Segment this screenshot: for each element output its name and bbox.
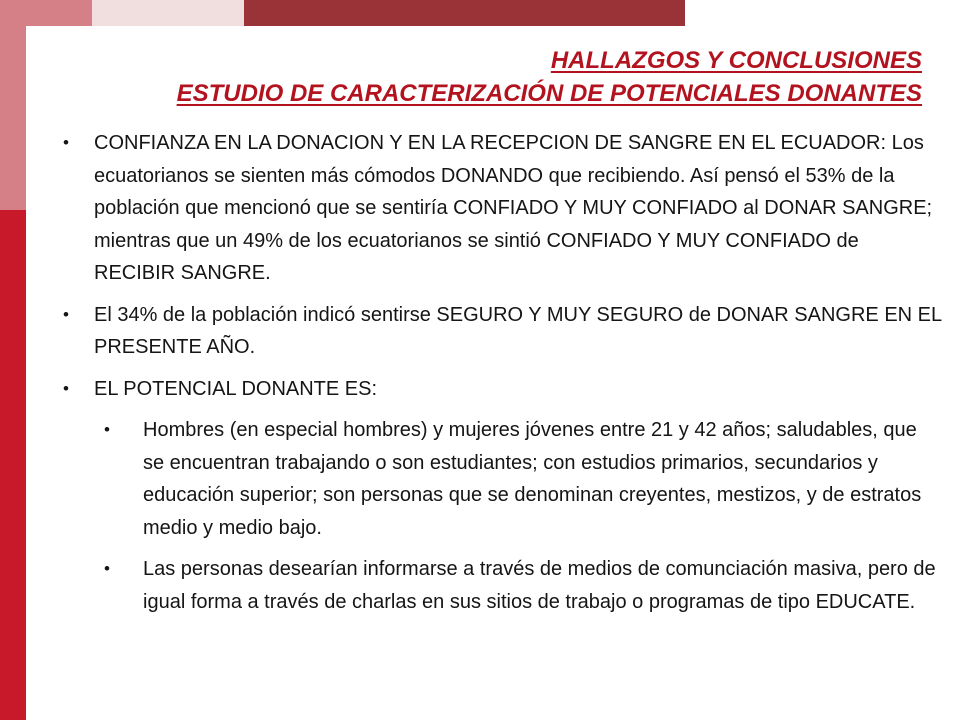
- sub-bullet-item-perfil: • Hombres (en especial hombres) y mujeres jóvenes entre 21 y 42 años; saludables, que se encuentran trabajando o son estudiantes; con estudios primarios, secundarios y educación superior; son personas que se denominan creyentes, mestizos, y de estratos medio y medio bajo.: [104, 414, 943, 544]
- bullet-item-confianza: • CONFIANZA EN LA DONACION Y EN LA RECEPCION DE SANGRE EN EL ECUADOR: Los ecuatorianos se sienten más cómodos DONANDO que recibiendo. Así pensó el 53% de la población que mencionó que se sentiría CONFIADO Y MUY CONFIADO al DONAR SANGRE; mientras que un 49% de los ecuatorianos se sintió CONFIADO Y MUY CONFIADO de RECIBIR SANGRE.: [63, 127, 943, 290]
- bullet-item-potencial-donante: • EL POTENCIAL DONANTE ES:: [63, 373, 943, 406]
- slide-title-line-1: HALLAZGOS Y CONCLUSIONES: [550, 47, 922, 74]
- top-decor-strip-pink: [92, 0, 244, 26]
- slide-title-line-2: ESTUDIO DE CARACTERIZACIÓN DE POTENCIALES DONANTES: [176, 80, 922, 107]
- top-decor-strip-rose: [0, 0, 92, 26]
- sub-bullet-item-informacion: • Las personas desearían informarse a través de medios de comunciación masiva, pero de igual forma a través de charlas en sus sitios de trabajo o programas de tipo EDUCATE.: [104, 553, 943, 618]
- slide-title: [177, 44, 922, 110]
- side-decor-strip-red: [0, 210, 26, 720]
- top-decor-strip-dark-red: [244, 0, 685, 26]
- side-decor-strip-rose: [0, 26, 26, 210]
- slide-body: [63, 127, 943, 627]
- bullet-item-seguridad: • El 34% de la población indicó sentirse SEGURO Y MUY SEGURO de DONAR SANGRE EN EL PRESENTE AÑO.: [63, 299, 943, 364]
